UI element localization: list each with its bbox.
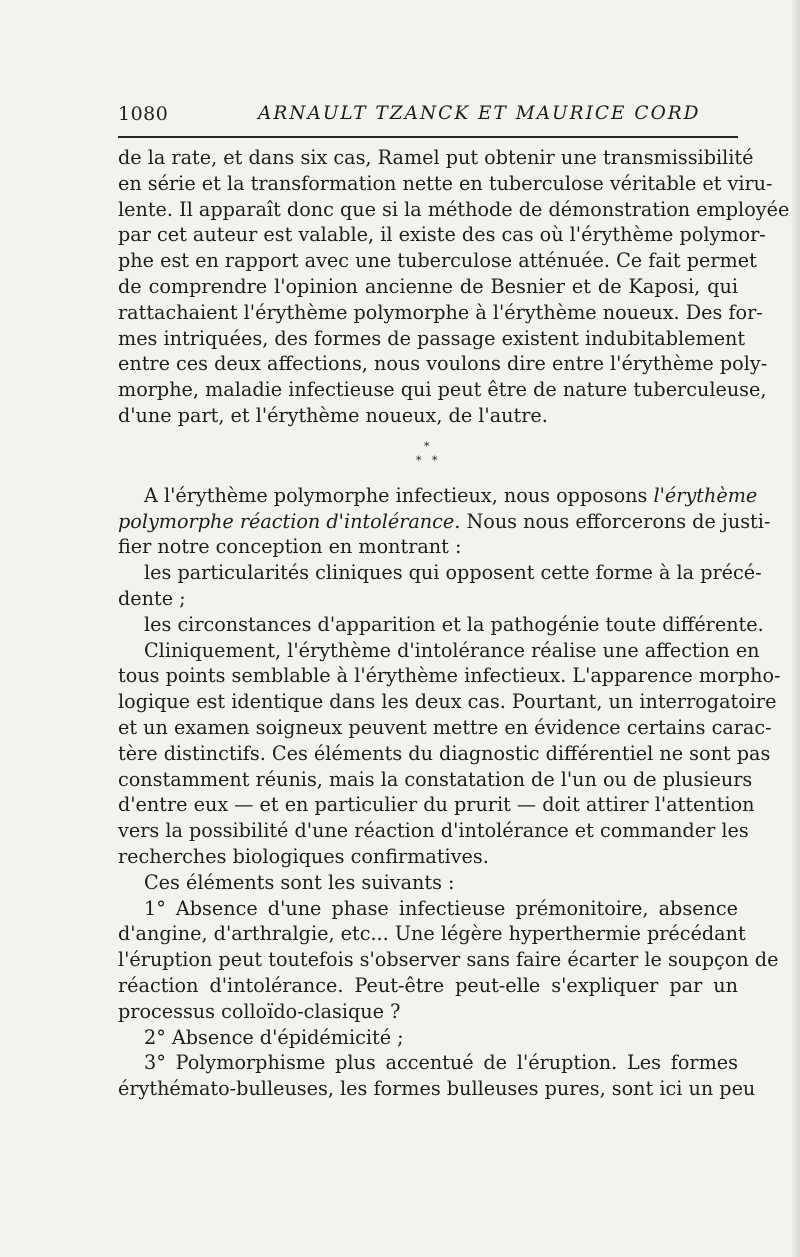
text-line: Cliniquement, l'érythème d'intolérance réalise une affection en	[144, 638, 760, 662]
text-line: l'éruption peut toutefois s'observer sans faire écarter le soupçon de	[118, 948, 779, 972]
text-line	[118, 483, 758, 509]
asterism	[408, 441, 448, 475]
text-span: A l'érythème polymorphe infectieux, nous opposons	[144, 483, 654, 507]
paragraph	[118, 612, 764, 638]
text-line: morphe, maladie infectieuse qui peut être de nature tuberculeuse,	[118, 378, 767, 402]
text-line: processus colloïdo-clasique ?	[118, 999, 401, 1023]
text-line: réaction d'intolérance. Peut-être peut-elle s'expliquer par un	[118, 973, 738, 997]
text-line: tous points semblable à l'érythème infectieux. L'apparence morpho-	[118, 664, 781, 688]
text-line: phe est en rapport avec une tuberculose atténuée. Ce fait permet	[118, 249, 757, 273]
text-line: les circonstances d'apparition et la pathogénie toute différente.	[144, 612, 764, 636]
running-head: ARNAULT TZANCK ET MAURICE CORD	[258, 103, 701, 124]
text-line: lente. Il apparaît donc que si la méthode de démonstration employée	[118, 197, 790, 221]
section-separator	[118, 429, 738, 483]
text-span: Nous nous efforcerons de justi-	[460, 509, 771, 533]
text-line: tère distinctifs. Ces éléments du diagnostic différentiel ne sont pas	[118, 741, 771, 765]
body-text	[118, 145, 790, 1102]
paragraph	[118, 896, 779, 1025]
text-line: et un examen soigneux peuvent mettre en évidence certains carac-	[118, 715, 772, 739]
text-line: 2° Absence d'épidémicité ;	[144, 1025, 404, 1049]
text-line: d'angine, d'arthralgie, etc... Une légère hyperthermie précédant	[118, 922, 746, 946]
page-edge-shadow	[792, 0, 800, 1257]
text-line	[118, 509, 771, 535]
text-line: de comprendre l'opinion ancienne de Besnier et de Kaposi, qui	[118, 274, 738, 298]
asterism-star: *	[432, 453, 438, 467]
text-line: vers la possibilité d'une réaction d'intolérance et commander les	[118, 819, 749, 843]
text-line: rattachaient l'érythème polymorphe à l'érythème noueux. Des for-	[118, 300, 763, 324]
text-line: par cet auteur est valable, il existe des cas où l'érythème polymor-	[118, 223, 766, 247]
text-line: d'une part, et l'érythème noueux, de l'autre.	[118, 403, 548, 427]
paragraph	[118, 483, 771, 560]
page-header	[118, 103, 738, 133]
text-line: érythémato-bulleuses, les formes bulleuses pures, sont ici un peu	[118, 1077, 756, 1101]
text-line: logique est identique dans les deux cas. Pourtant, un interrogatoire	[118, 690, 777, 714]
text-line: entre ces deux affections, nous voulons dire entre l'érythème poly-	[118, 352, 768, 376]
text-line: dente ;	[118, 586, 186, 610]
text-line: en série et la transformation nette en tuberculose véritable et viru-	[118, 171, 773, 195]
text-line: Ces éléments sont les suivants :	[144, 870, 455, 894]
text-line: fier notre conception en montrant :	[118, 535, 462, 559]
text-line: constamment réunis, mais la constatation de l'un ou de plusieurs	[118, 767, 753, 791]
paragraph	[118, 1050, 756, 1102]
italic-text: polymorphe réaction d'intolérance.	[118, 509, 461, 533]
header-rule	[118, 136, 738, 138]
italic-text: l'érythème	[653, 483, 758, 507]
page-number: 1080	[118, 103, 169, 125]
text-line: de la rate, et dans six cas, Ramel put obtenir une transmissibilité	[118, 146, 754, 169]
text-line: d'entre eux — et en particulier du prurit — doit attirer l'attention	[118, 793, 755, 817]
paragraph	[118, 560, 762, 612]
paragraph	[118, 1025, 738, 1051]
text-line: les particularités cliniques qui opposent cette forme à la précé-	[144, 561, 762, 585]
paragraph-continuation	[118, 145, 790, 429]
paragraph	[118, 870, 738, 896]
text-line: 1° Absence d'une phase infectieuse prémonitoire, absence	[144, 896, 738, 920]
asterism-star: *	[424, 439, 430, 453]
text-line: mes intriquées, des formes de passage existent indubitablement	[118, 326, 746, 350]
asterism-star: *	[416, 453, 422, 467]
paragraph	[118, 638, 781, 870]
text-line: 3° Polymorphisme plus accentué de l'éruption. Les formes	[144, 1051, 738, 1075]
text-line: recherches biologiques confirmatives.	[118, 844, 489, 868]
